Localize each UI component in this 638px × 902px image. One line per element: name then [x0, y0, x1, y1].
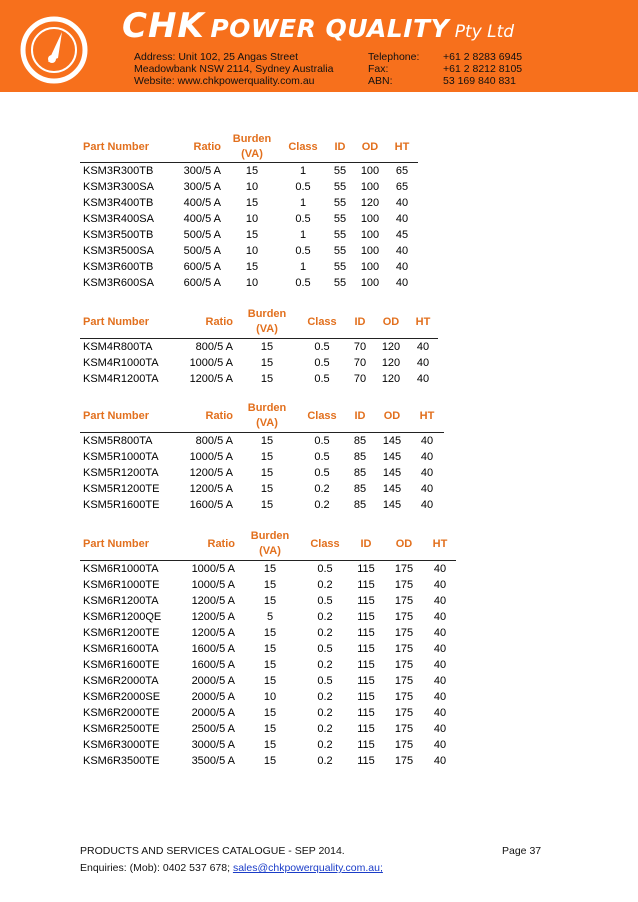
table-row	[80, 609, 456, 625]
cell-class: 0.5	[317, 675, 333, 687]
header-ht: HT	[386, 132, 418, 163]
table-row	[80, 641, 456, 657]
telephone-label: Telephone:	[368, 51, 420, 63]
cell-part-number: KSM3R600SA	[83, 277, 154, 289]
cell-class: 0.5	[314, 435, 330, 447]
cell-class: 0.2	[317, 691, 333, 703]
cell-od: 175	[394, 739, 414, 751]
cell-od: 120	[360, 197, 380, 209]
cell-ratio: 1000/5 A	[189, 451, 233, 463]
cell-ht: 40	[420, 467, 434, 479]
cell-od: 100	[360, 229, 380, 241]
table-row	[80, 593, 456, 609]
cell-ratio: 800/5 A	[195, 341, 233, 353]
cell-class: 0.5	[295, 245, 311, 257]
cell-burden: 15	[263, 755, 277, 767]
cell-ratio: 2000/5 A	[191, 707, 235, 719]
cell-part-number: KSM3R400SA	[83, 213, 154, 225]
header-ht: HT	[408, 306, 438, 339]
cell-part-number: KSM6R1600TA	[83, 643, 159, 655]
cell-burden: 15	[260, 483, 274, 495]
table-row	[80, 577, 456, 593]
header-ht: HT	[424, 528, 456, 561]
brand-chk: CHK	[122, 6, 205, 46]
cell-id: 85	[353, 483, 367, 495]
cell-part-number: KSM6R1200TE	[83, 627, 160, 639]
cell-class: 0.5	[314, 451, 330, 463]
website-line: Website: www.chkpowerquality.com.au	[134, 75, 315, 87]
header-class: Class	[280, 132, 326, 163]
cell-od: 175	[394, 691, 414, 703]
cell-burden: 15	[263, 643, 277, 655]
cell-id: 115	[357, 739, 375, 751]
cell-part-number: KSM6R2500TE	[83, 723, 160, 735]
cell-od: 175	[394, 659, 414, 671]
cell-od: 100	[360, 181, 380, 193]
cell-id: 115	[357, 691, 375, 703]
cell-ratio: 600/5 A	[183, 261, 221, 273]
cell-id: 85	[353, 451, 367, 463]
cell-id: 115	[357, 627, 375, 639]
cell-id: 115	[357, 611, 375, 623]
header-od: OD	[374, 400, 410, 433]
cell-ratio: 1200/5 A	[191, 627, 235, 639]
cell-od: 120	[381, 373, 401, 385]
cell-part-number: KSM3R400TB	[83, 197, 154, 209]
cell-ratio: 2000/5 A	[191, 675, 235, 687]
cell-burden: 15	[263, 595, 277, 607]
cell-ratio: 1600/5 A	[189, 499, 233, 511]
table-row	[80, 689, 456, 705]
table-header-row	[80, 132, 418, 163]
cell-ratio: 1200/5 A	[189, 467, 233, 479]
cell-ht: 40	[416, 357, 430, 369]
cell-ratio: 1000/5 A	[189, 357, 233, 369]
cell-burden: 15	[260, 373, 274, 385]
cell-ratio: 3500/5 A	[191, 755, 235, 767]
cell-ratio: 500/5 A	[183, 245, 221, 257]
header-ratio: Ratio	[174, 400, 236, 433]
cell-class: 0.5	[317, 643, 333, 655]
table-row	[80, 705, 456, 721]
header-burden-line1: Burden	[232, 133, 272, 145]
cell-class: 0.2	[314, 483, 330, 495]
table-row	[80, 211, 418, 227]
cell-burden: 15	[263, 723, 277, 735]
cell-od: 145	[382, 483, 402, 495]
cell-class: 1	[299, 197, 307, 209]
header-burden	[236, 400, 298, 433]
cell-burden: 10	[263, 691, 277, 703]
header-part-number: Part Number	[80, 528, 176, 561]
cell-ratio: 3000/5 A	[191, 739, 235, 751]
cell-ht: 40	[420, 499, 434, 511]
cell-ratio: 1200/5 A	[189, 483, 233, 495]
table-row	[80, 657, 456, 673]
cell-ht: 45	[395, 229, 409, 241]
cell-burden: 10	[245, 213, 259, 225]
cell-class: 0.2	[314, 499, 330, 511]
table-header-row	[80, 400, 444, 433]
cell-id: 85	[353, 467, 367, 479]
header-ratio: Ratio	[176, 528, 238, 561]
abn-value: 53 169 840 831	[443, 75, 516, 87]
table-row	[80, 195, 418, 211]
cell-od: 145	[382, 467, 402, 479]
cell-od: 120	[381, 341, 401, 353]
header-burden	[224, 132, 280, 163]
cell-burden: 15	[263, 675, 277, 687]
cell-burden: 15	[260, 341, 274, 353]
table-row	[80, 259, 418, 275]
table-row	[80, 433, 444, 450]
cell-ht: 65	[395, 165, 409, 177]
cell-part-number: KSM4R1000TA	[83, 357, 159, 369]
cell-ht: 40	[433, 755, 447, 767]
cell-od: 100	[360, 277, 380, 289]
cell-ht: 40	[433, 739, 447, 751]
brand-power-quality: POWER QUALITY	[210, 14, 450, 43]
table-row	[80, 355, 438, 371]
table-row	[80, 449, 444, 465]
cell-ratio: 300/5 A	[183, 181, 221, 193]
header-id: ID	[346, 400, 374, 433]
cell-od: 145	[382, 499, 402, 511]
table-row	[80, 275, 418, 291]
cell-class: 0.2	[317, 611, 333, 623]
cell-id: 70	[353, 373, 367, 385]
header-class: Class	[298, 306, 346, 339]
spec-table-ksm6r	[80, 528, 456, 769]
cell-class: 0.5	[314, 357, 330, 369]
cell-id: 115	[357, 707, 375, 719]
cell-ht: 40	[420, 435, 434, 447]
table-row	[80, 465, 444, 481]
cell-part-number: KSM3R300TB	[83, 165, 154, 177]
enquiries-text: Enquiries: (Mob): 0402 537 678;	[80, 862, 233, 874]
cell-id: 55	[333, 181, 347, 193]
cell-part-number: KSM6R2000TE	[83, 707, 160, 719]
fax-label: Fax:	[368, 63, 389, 75]
cell-id: 115	[357, 675, 375, 687]
header-burden	[238, 528, 302, 561]
header-burden-line2: (VA)	[256, 417, 278, 429]
cell-part-number: KSM6R2000TA	[83, 675, 159, 687]
header-od: OD	[354, 132, 386, 163]
email-link[interactable]: sales@chkpowerquality.com.au;	[232, 862, 383, 874]
company-logo-icon	[18, 14, 90, 86]
cell-class: 0.5	[317, 595, 333, 607]
cell-id: 70	[353, 341, 367, 353]
cell-part-number: KSM6R1200QE	[83, 611, 162, 623]
header-id: ID	[346, 306, 374, 339]
table-row	[80, 481, 444, 497]
cell-ratio: 1200/5 A	[191, 595, 235, 607]
header-burden-line1: Burden	[250, 530, 290, 542]
cell-id: 70	[353, 357, 367, 369]
table-header-row	[80, 528, 456, 561]
cell-ratio: 1600/5 A	[191, 643, 235, 655]
cell-burden: 15	[245, 165, 259, 177]
cell-class: 0.5	[314, 467, 330, 479]
cell-id: 85	[353, 435, 367, 447]
cell-od: 175	[394, 755, 414, 767]
cell-od: 100	[360, 165, 380, 177]
header-part-number: Part Number	[80, 306, 174, 339]
table-row	[80, 227, 418, 243]
cell-ratio: 400/5 A	[183, 213, 221, 225]
cell-burden: 15	[260, 467, 274, 479]
table-row	[80, 737, 456, 753]
cell-part-number: KSM5R1200TA	[83, 467, 159, 479]
cell-id: 115	[357, 579, 375, 591]
cell-ht: 40	[433, 563, 447, 575]
cell-class: 0.5	[295, 277, 311, 289]
cell-ht: 40	[420, 483, 434, 495]
cell-ht: 40	[433, 595, 447, 607]
header-part-number: Part Number	[80, 400, 174, 433]
header-id: ID	[326, 132, 354, 163]
cell-burden: 15	[245, 261, 259, 273]
header-part-number: Part Number	[80, 132, 168, 163]
cell-ht: 40	[433, 723, 447, 735]
cell-ht: 65	[395, 181, 409, 193]
cell-part-number: KSM4R800TA	[83, 341, 153, 353]
cell-od: 120	[381, 357, 401, 369]
cell-id: 55	[333, 197, 347, 209]
cell-part-number: KSM6R2000SE	[83, 691, 161, 703]
cell-class: 0.5	[295, 213, 311, 225]
table-row	[80, 673, 456, 689]
cell-id: 55	[333, 165, 347, 177]
header-id: ID	[348, 528, 384, 561]
cell-id: 115	[357, 659, 375, 671]
header-burden-line1: Burden	[247, 402, 287, 414]
cell-od: 175	[394, 611, 414, 623]
cell-part-number: KSM6R1600TE	[83, 659, 160, 671]
cell-part-number: KSM6R1000TA	[83, 563, 159, 575]
table-row	[80, 163, 418, 180]
cell-id: 115	[357, 755, 375, 767]
cell-class: 0.5	[314, 341, 330, 353]
spec-table-ksm4r	[80, 306, 438, 387]
cell-od: 175	[394, 723, 414, 735]
header-ht: HT	[410, 400, 444, 433]
cell-burden: 15	[245, 229, 259, 241]
cell-od: 175	[394, 707, 414, 719]
cell-ht: 40	[433, 627, 447, 639]
cell-ratio: 500/5 A	[183, 229, 221, 241]
spec-table-ksm3r	[80, 132, 418, 291]
cell-ht: 40	[433, 643, 447, 655]
header-class: Class	[302, 528, 348, 561]
cell-ht: 40	[395, 277, 409, 289]
cell-id: 55	[333, 229, 347, 241]
cell-burden: 10	[245, 277, 259, 289]
cell-burden: 15	[260, 451, 274, 463]
cell-ht: 40	[433, 611, 447, 623]
cell-od: 175	[394, 595, 414, 607]
cell-id: 115	[357, 595, 375, 607]
cell-class: 0.2	[317, 723, 333, 735]
cell-part-number: KSM6R1000TE	[83, 579, 160, 591]
cell-ht: 40	[433, 691, 447, 703]
cell-ht: 40	[420, 451, 434, 463]
table-row	[80, 497, 444, 513]
cell-id: 115	[357, 723, 375, 735]
cell-burden: 10	[245, 245, 259, 257]
cell-class: 0.5	[317, 563, 333, 575]
cell-ht: 40	[395, 261, 409, 273]
cell-burden: 15	[260, 357, 274, 369]
cell-od: 175	[394, 579, 414, 591]
cell-class: 0.2	[317, 707, 333, 719]
table-row	[80, 371, 438, 387]
cell-id: 115	[357, 643, 375, 655]
cell-id: 115	[357, 563, 375, 575]
cell-part-number: KSM5R1200TE	[83, 483, 160, 495]
company-name	[122, 6, 514, 46]
table-row	[80, 753, 456, 769]
cell-class: 0.2	[317, 627, 333, 639]
cell-id: 85	[353, 499, 367, 511]
cell-od: 175	[394, 643, 414, 655]
cell-class: 1	[299, 261, 307, 273]
cell-burden: 15	[245, 197, 259, 209]
cell-part-number: KSM6R3500TE	[83, 755, 160, 767]
table-row	[80, 721, 456, 737]
catalogue-footer: PRODUCTS AND SERVICES CATALOGUE - SEP 2014.	[80, 845, 345, 857]
table-row	[80, 339, 438, 356]
cell-ratio: 300/5 A	[183, 165, 221, 177]
address-line-2: Meadowbank NSW 2114, Sydney Australia	[134, 63, 334, 75]
cell-ratio: 1600/5 A	[191, 659, 235, 671]
cell-ht: 40	[395, 197, 409, 209]
cell-od: 175	[394, 627, 414, 639]
cell-part-number: KSM3R500TB	[83, 229, 154, 241]
cell-burden: 15	[260, 499, 274, 511]
page-number: Page 37	[502, 845, 542, 857]
cell-class: 0.2	[317, 659, 333, 671]
cell-ht: 40	[416, 373, 430, 385]
cell-part-number: KSM3R300SA	[83, 181, 154, 193]
table-header-row	[80, 306, 438, 339]
header-od: OD	[374, 306, 408, 339]
fax-value: +61 2 8212 8105	[443, 63, 523, 75]
cell-burden: 10	[245, 181, 259, 193]
table-row	[80, 179, 418, 195]
cell-ratio: 1200/5 A	[191, 611, 235, 623]
cell-burden: 15	[263, 579, 277, 591]
header-class: Class	[298, 400, 346, 433]
cell-class: 0.5	[295, 181, 311, 193]
cell-od: 175	[394, 675, 414, 687]
table-row	[80, 243, 418, 259]
cell-burden: 15	[263, 627, 277, 639]
cell-ratio: 1200/5 A	[189, 373, 233, 385]
abn-label: ABN:	[368, 75, 393, 87]
cell-ht: 40	[433, 675, 447, 687]
telephone-value: +61 2 8283 6945	[443, 51, 523, 63]
cell-part-number: KSM4R1200TA	[83, 373, 159, 385]
cell-ht: 40	[395, 213, 409, 225]
cell-class: 0.5	[314, 373, 330, 385]
cell-ht: 40	[433, 707, 447, 719]
cell-class: 1	[299, 165, 307, 177]
cell-ratio: 400/5 A	[183, 197, 221, 209]
cell-ht: 40	[395, 245, 409, 257]
cell-ratio: 1000/5 A	[191, 579, 235, 591]
header-burden-line2: (VA)	[241, 148, 263, 160]
cell-part-number: KSM6R3000TE	[83, 739, 160, 751]
cell-od: 145	[382, 451, 402, 463]
spec-table-ksm5r	[80, 400, 444, 513]
cell-burden: 15	[260, 435, 274, 447]
address-line-1: Address: Unit 102, 25 Angas Street	[134, 51, 299, 63]
cell-burden: 15	[263, 659, 277, 671]
cell-part-number: KSM5R1000TA	[83, 451, 159, 463]
cell-id: 55	[333, 213, 347, 225]
cell-id: 55	[333, 245, 347, 257]
cell-part-number: KSM6R1200TA	[83, 595, 159, 607]
cell-part-number: KSM3R600TB	[83, 261, 154, 273]
cell-part-number: KSM5R1600TE	[83, 499, 160, 511]
brand-pty-ltd: Pty Ltd	[454, 22, 515, 42]
cell-id: 55	[333, 277, 347, 289]
header-burden	[236, 306, 298, 339]
header-burden-line2: (VA)	[259, 545, 281, 557]
header-od: OD	[384, 528, 424, 561]
cell-class: 1	[299, 229, 307, 241]
header-burden-line1: Burden	[247, 308, 287, 320]
cell-class: 0.2	[317, 755, 333, 767]
cell-ht: 40	[433, 579, 447, 591]
cell-id: 55	[333, 261, 347, 273]
cell-od: 100	[360, 261, 380, 273]
cell-part-number: KSM3R500SA	[83, 245, 154, 257]
cell-ratio: 600/5 A	[183, 277, 221, 289]
cell-ratio: 2000/5 A	[191, 691, 235, 703]
cell-od: 145	[382, 435, 402, 447]
cell-burden: 15	[263, 707, 277, 719]
cell-class: 0.2	[317, 739, 333, 751]
header-burden-line2: (VA)	[256, 323, 278, 335]
cell-od: 100	[360, 245, 380, 257]
cell-burden: 5	[266, 611, 274, 623]
header-ratio: Ratio	[174, 306, 236, 339]
cell-class: 0.2	[317, 579, 333, 591]
table-row	[80, 561, 456, 578]
cell-burden: 15	[263, 739, 277, 751]
cell-od: 175	[394, 563, 414, 575]
table-row	[80, 625, 456, 641]
cell-part-number: KSM5R800TA	[83, 435, 153, 447]
cell-ht: 40	[416, 341, 430, 353]
letterhead-banner	[0, 0, 638, 92]
cell-ratio: 800/5 A	[195, 435, 233, 447]
cell-ht: 40	[433, 659, 447, 671]
cell-ratio: 1000/5 A	[191, 563, 235, 575]
header-ratio: Ratio	[168, 132, 224, 163]
cell-burden: 15	[263, 563, 277, 575]
cell-ratio: 2500/5 A	[191, 723, 235, 735]
cell-od: 100	[360, 213, 380, 225]
enquiries-footer	[80, 862, 383, 874]
